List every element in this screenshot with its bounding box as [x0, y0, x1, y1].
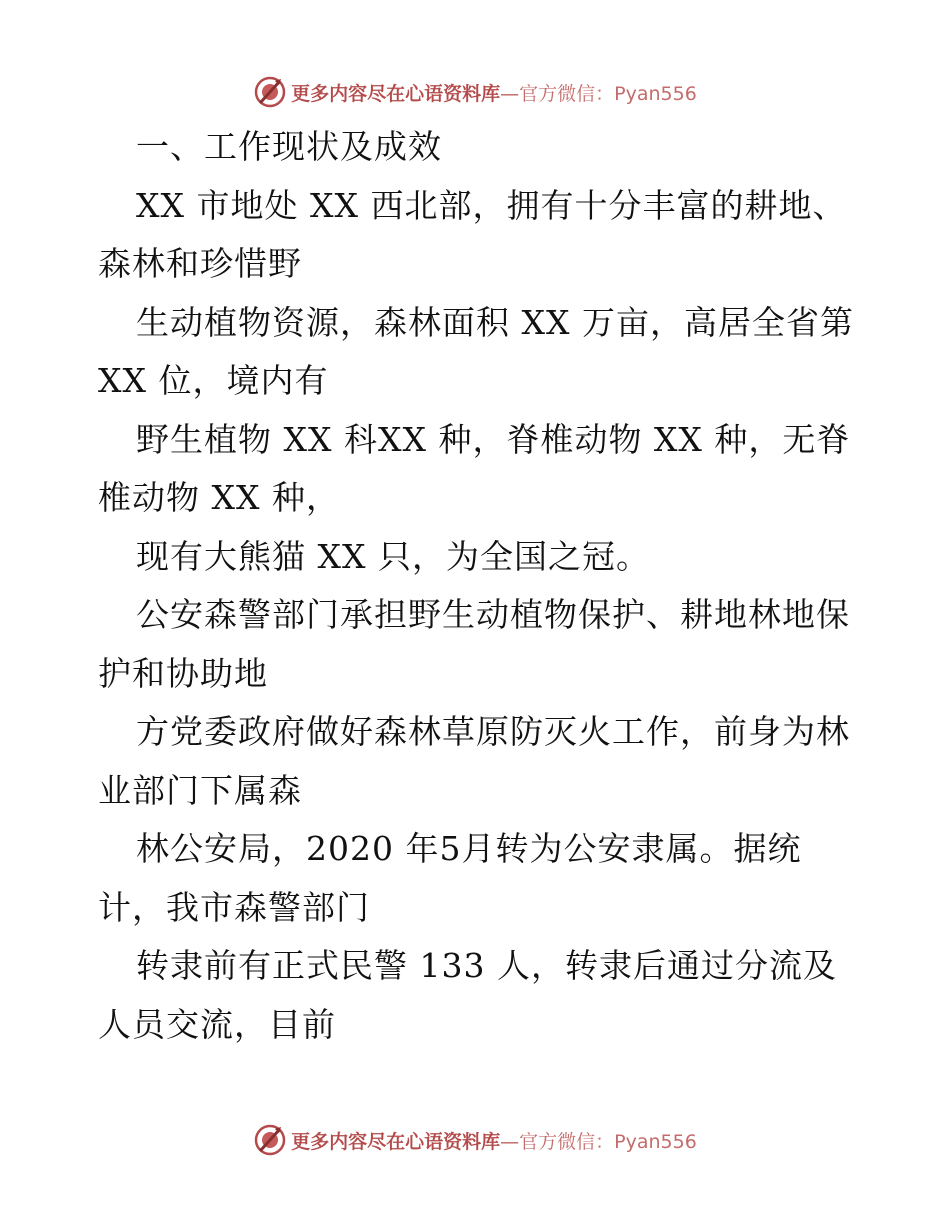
- paragraph-line: XX 市地处 XX 西北部，拥有十分丰富的耕地、: [136, 185, 847, 225]
- quill-seal-icon: [253, 75, 287, 109]
- paragraph-line: XX 位，境内有: [98, 361, 329, 400]
- paragraph-line: 现有大熊猫 XX 只，为全国之冠。: [136, 536, 650, 576]
- footer-text-main: 更多内容尽在心语资料库: [291, 1130, 501, 1153]
- quill-seal-icon: [253, 1123, 287, 1157]
- header-text: [291, 79, 697, 106]
- footer-text-sep: —: [500, 1130, 520, 1153]
- section-heading: 一、工作现状及成效: [136, 127, 442, 166]
- paragraph-line: 林公安局，2020 年5月转为公安隶属。据统: [136, 829, 802, 868]
- document-body: [98, 118, 858, 1054]
- paragraph-line: 计，我市森警部门: [98, 887, 370, 927]
- paragraph-line: 护和协助地: [98, 653, 268, 693]
- paragraph-line: 野生植物 XX 科XX 种，脊椎动物 XX 种，无脊: [136, 419, 851, 459]
- paragraph-line: 业部门下属森: [98, 770, 302, 810]
- paragraph-line: 转隶前有正式民警 133 人，转隶后通过分流及: [136, 946, 837, 985]
- paragraph-line: 生动植物资源，森林面积 XX 万亩，高居全省第: [136, 302, 854, 342]
- paragraph-line: 森林和珍惜野: [98, 244, 302, 283]
- paragraph-line: 人员交流，目前: [98, 1004, 336, 1044]
- footer-text: [291, 1127, 697, 1154]
- footer-banner: [0, 1120, 950, 1160]
- header-text-main: 更多内容尽在心语资料库: [291, 82, 501, 105]
- header-banner: [0, 72, 950, 112]
- paragraph-line: 方党委政府做好森林草原防灭火工作，前身为林: [136, 712, 850, 751]
- paragraph-line: 公安森警部门承担野生动植物保护、耕地林地保: [136, 595, 850, 634]
- paragraph-line: 椎动物 XX 种，: [98, 478, 340, 517]
- footer-text-wechat: 官方微信：Pyan556: [519, 1130, 697, 1153]
- header-text-sep: —: [500, 82, 520, 105]
- header-text-wechat: 官方微信：Pyan556: [519, 82, 697, 105]
